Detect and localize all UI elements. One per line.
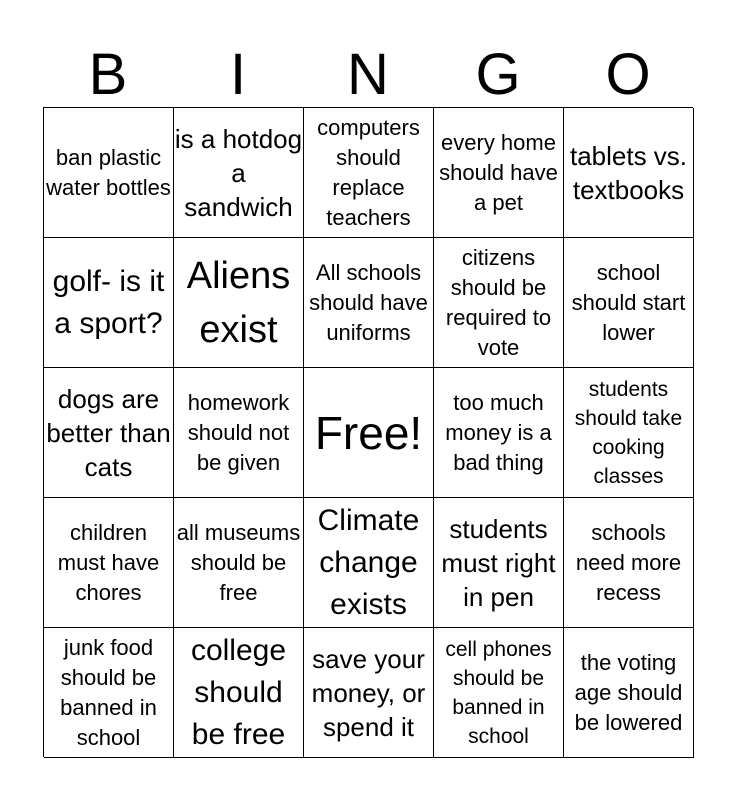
bingo-cell — [564, 108, 694, 238]
cell-text: save your money, or spend it — [311, 643, 426, 742]
cell-text: college should be free — [190, 633, 287, 751]
cell-text: Aliens exist — [186, 254, 291, 351]
cell-text: golf- is it a sport? — [52, 264, 165, 340]
bingo-cell — [304, 628, 434, 758]
bingo-cell — [304, 238, 434, 368]
bingo-cell-free — [304, 368, 434, 498]
bingo-cell — [44, 108, 174, 238]
cell-text: computers should replace teachers — [317, 114, 420, 230]
cell-text: citizens should be required to vote — [445, 244, 552, 360]
bingo-cell — [304, 498, 434, 628]
cell-text: school should start lower — [571, 259, 686, 345]
cell-text: Climate change exists — [317, 503, 420, 621]
cell-text: too much money is a bad thing — [445, 389, 552, 475]
cell-text: all museums should be free — [176, 519, 301, 605]
header-letter-b: B — [88, 42, 128, 107]
cell-text: junk food should be banned in school — [60, 634, 157, 750]
cell-text: dogs are better than cats — [46, 383, 171, 482]
bingo-cell — [434, 498, 564, 628]
header-letter-o: O — [605, 42, 651, 107]
bingo-cell — [564, 628, 694, 758]
cell-text: the voting age should be lowered — [574, 649, 683, 735]
bingo-cell — [564, 238, 694, 368]
cell-text: tablets vs. textbooks — [569, 140, 688, 205]
bingo-cell — [174, 498, 304, 628]
bingo-header — [43, 42, 693, 108]
bingo-cell — [434, 628, 564, 758]
bingo-grid — [43, 107, 693, 757]
cell-text: homework should not be given — [187, 389, 290, 475]
bingo-cell — [434, 238, 564, 368]
bingo-cell — [174, 368, 304, 498]
header-letter-n: N — [347, 42, 389, 107]
bingo-cell — [174, 238, 304, 368]
bingo-cell — [44, 238, 174, 368]
cell-text: children must have chores — [57, 519, 160, 605]
bingo-cell — [44, 498, 174, 628]
cell-text: students must right in pen — [441, 513, 556, 612]
cell-text: students should take cooking classes — [574, 377, 683, 488]
cell-text: schools need more recess — [575, 519, 682, 605]
cell-text: is a hotdog a sandwich — [174, 123, 303, 222]
header-letter-i: I — [229, 42, 247, 107]
bingo-cell — [304, 108, 434, 238]
bingo-cell — [434, 108, 564, 238]
bingo-cell — [174, 108, 304, 238]
cell-text: ban plastic water bottles — [46, 144, 171, 200]
cell-text: All schools should have uniforms — [309, 259, 428, 345]
cell-text: cell phones should be banned in school — [445, 637, 552, 748]
bingo-cell — [44, 368, 174, 498]
bingo-cell — [174, 628, 304, 758]
header-letter-g: G — [475, 42, 521, 107]
bingo-cell — [564, 368, 694, 498]
bingo-cell — [564, 498, 694, 628]
bingo-cell — [44, 628, 174, 758]
bingo-cell — [434, 368, 564, 498]
cell-text: every home should have a pet — [439, 129, 558, 215]
free-space-text: Free! — [314, 406, 423, 459]
